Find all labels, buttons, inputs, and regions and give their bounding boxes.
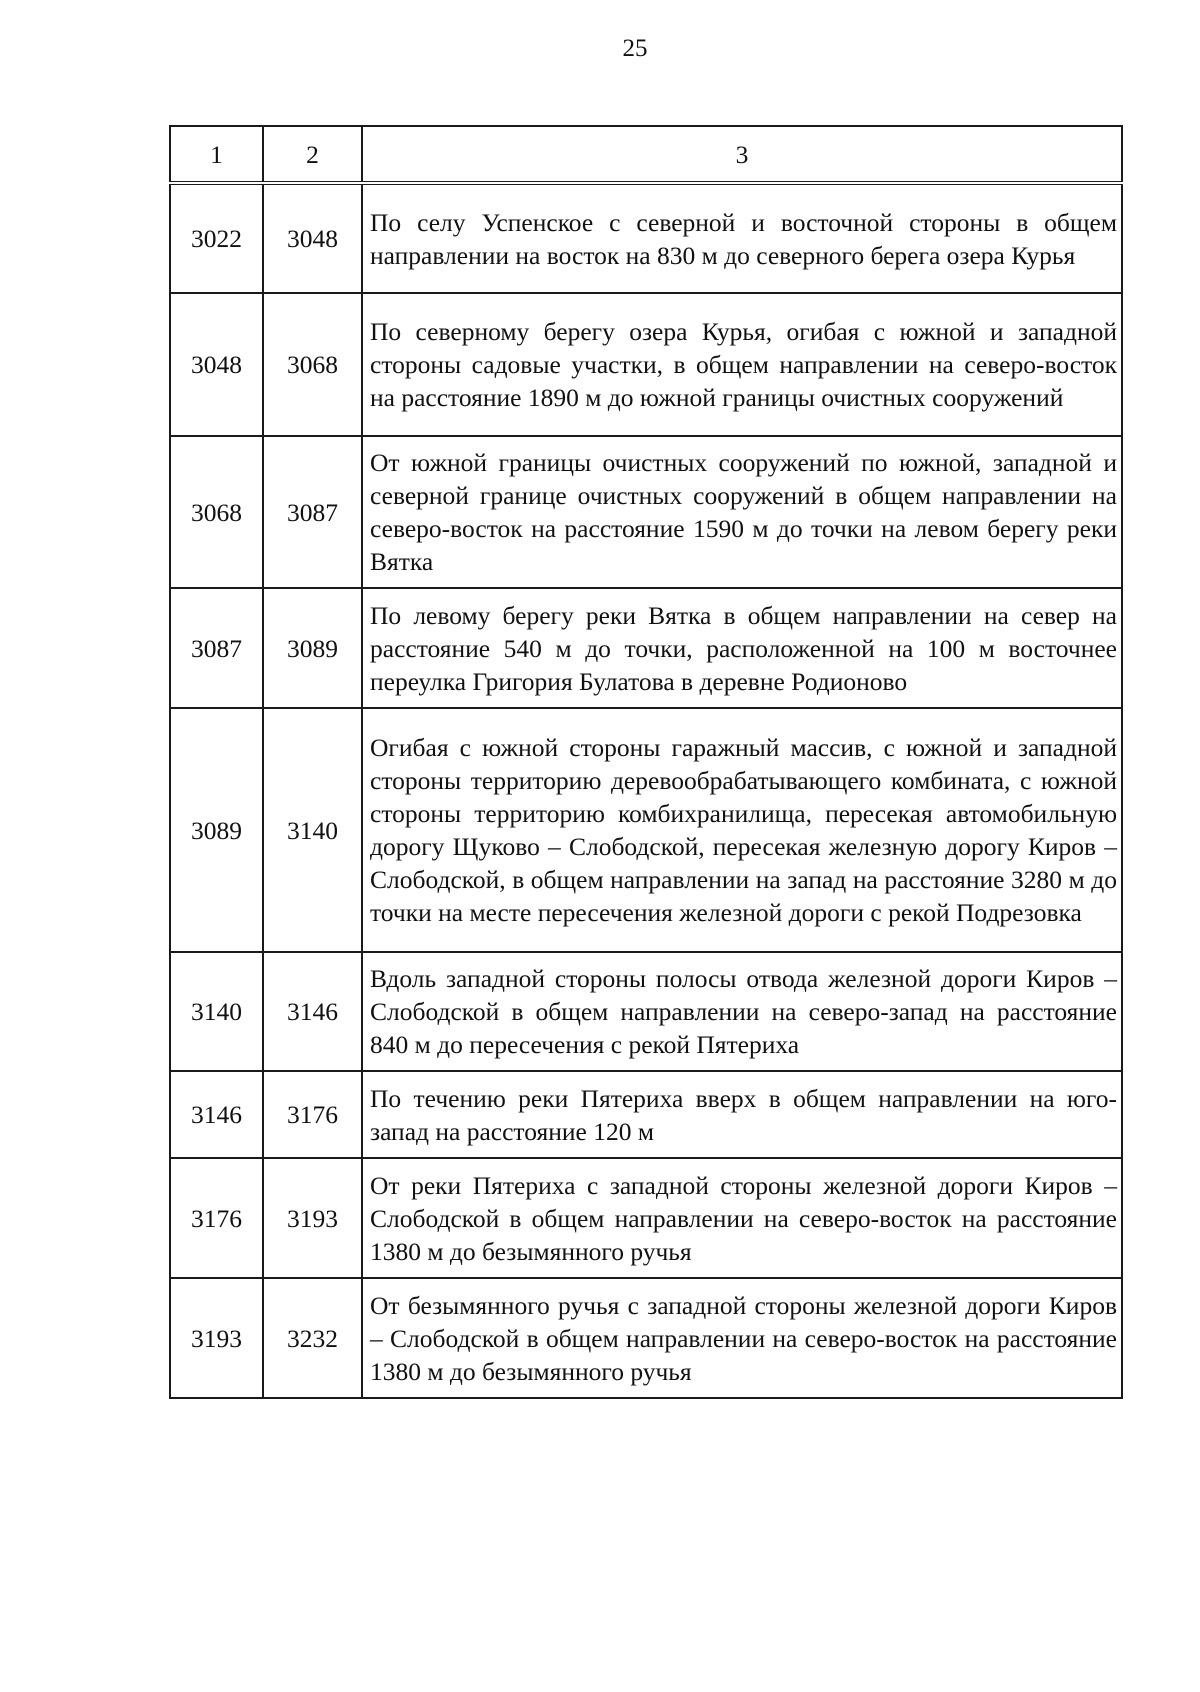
boundary-description: По селу Успенское с северной и восточной стороны в общем направлении на восток на 830 м до северного берега озера Курья <box>362 183 1122 293</box>
header-row <box>170 126 1122 183</box>
point-from: 3089 <box>170 708 263 952</box>
table-row <box>170 952 1122 1071</box>
page-number: 25 <box>622 35 648 62</box>
point-to: 3068 <box>263 293 362 436</box>
point-from: 3140 <box>170 952 263 1071</box>
table-row <box>170 183 1122 293</box>
point-from: 3068 <box>170 436 263 588</box>
point-from: 3193 <box>170 1278 263 1398</box>
point-from: 3087 <box>170 588 263 708</box>
point-to: 3193 <box>263 1158 362 1278</box>
table-row <box>170 1158 1122 1278</box>
table-row <box>170 1071 1122 1158</box>
point-to: 3140 <box>263 708 362 952</box>
point-to: 3146 <box>263 952 362 1071</box>
table-header <box>170 126 1122 183</box>
table-row <box>170 436 1122 588</box>
boundary-description: Огибая с южной стороны гаражный массив, с южной и западной стороны территорию деревообрабатывающего комбината, с южной стороны территорию комбихранилища, пересекая автомобильную дорогу Щуково – Слободской, пересекая железную дорогу Киров – Слободской, в общем направлении на запад на расстояние 3280 м до точки на месте пересечения железной дороги с рекой Подрезовка <box>362 708 1122 952</box>
header-col-2: 2 <box>263 126 362 183</box>
boundary-description: От безымянного ручья с западной стороны железной дороги Киров – Слободской в общем направлении на северо-восток на расстояние 1380 м до безымянного ручья <box>362 1278 1122 1398</box>
point-from: 3176 <box>170 1158 263 1278</box>
point-to: 3087 <box>263 436 362 588</box>
boundary-description: Вдоль западной стороны полосы отвода железной дороги Киров – Слободской в общем направлении на северо-запад на расстояние 840 м до пересечения с рекой Пятериха <box>362 952 1122 1071</box>
boundary-description: От реки Пятериха с западной стороны железной дороги Киров – Слободской в общем направлении на северо-восток на расстояние 1380 м до безымянного ручья <box>362 1158 1122 1278</box>
point-from: 3146 <box>170 1071 263 1158</box>
point-to: 3176 <box>263 1071 362 1158</box>
boundary-description: От южной границы очистных сооружений по южной, западной и северной границе очистных сооружений в общем направлении на северо-восток на расстояние 1590 м до точки на левом берегу реки Вятка <box>362 436 1122 588</box>
table-row <box>170 1278 1122 1398</box>
point-to: 3232 <box>263 1278 362 1398</box>
table-row <box>170 588 1122 708</box>
header-col-1: 1 <box>170 126 263 183</box>
header-col-3: 3 <box>362 126 1122 183</box>
table-row <box>170 708 1122 952</box>
point-to: 3089 <box>263 588 362 708</box>
boundary-description: По течению реки Пятериха вверх в общем направлении на юго-запад на расстояние 120 м <box>362 1071 1122 1158</box>
boundary-description: По северному берегу озера Курья, огибая с южной и западной стороны садовые участки, в общем направлении на северо-восток на расстояние 1890 м до южной границы очистных сооружений <box>362 293 1122 436</box>
boundary-table <box>169 125 1123 1399</box>
table-row <box>170 293 1122 436</box>
point-to: 3048 <box>263 183 362 293</box>
point-from: 3022 <box>170 183 263 293</box>
point-from: 3048 <box>170 293 263 436</box>
boundary-description: По левому берегу реки Вятка в общем направлении на север на расстояние 540 м до точки, расположенной на 100 м восточнее переулка Григория Булатова в деревне Родионово <box>362 588 1122 708</box>
table-body <box>170 183 1122 1398</box>
